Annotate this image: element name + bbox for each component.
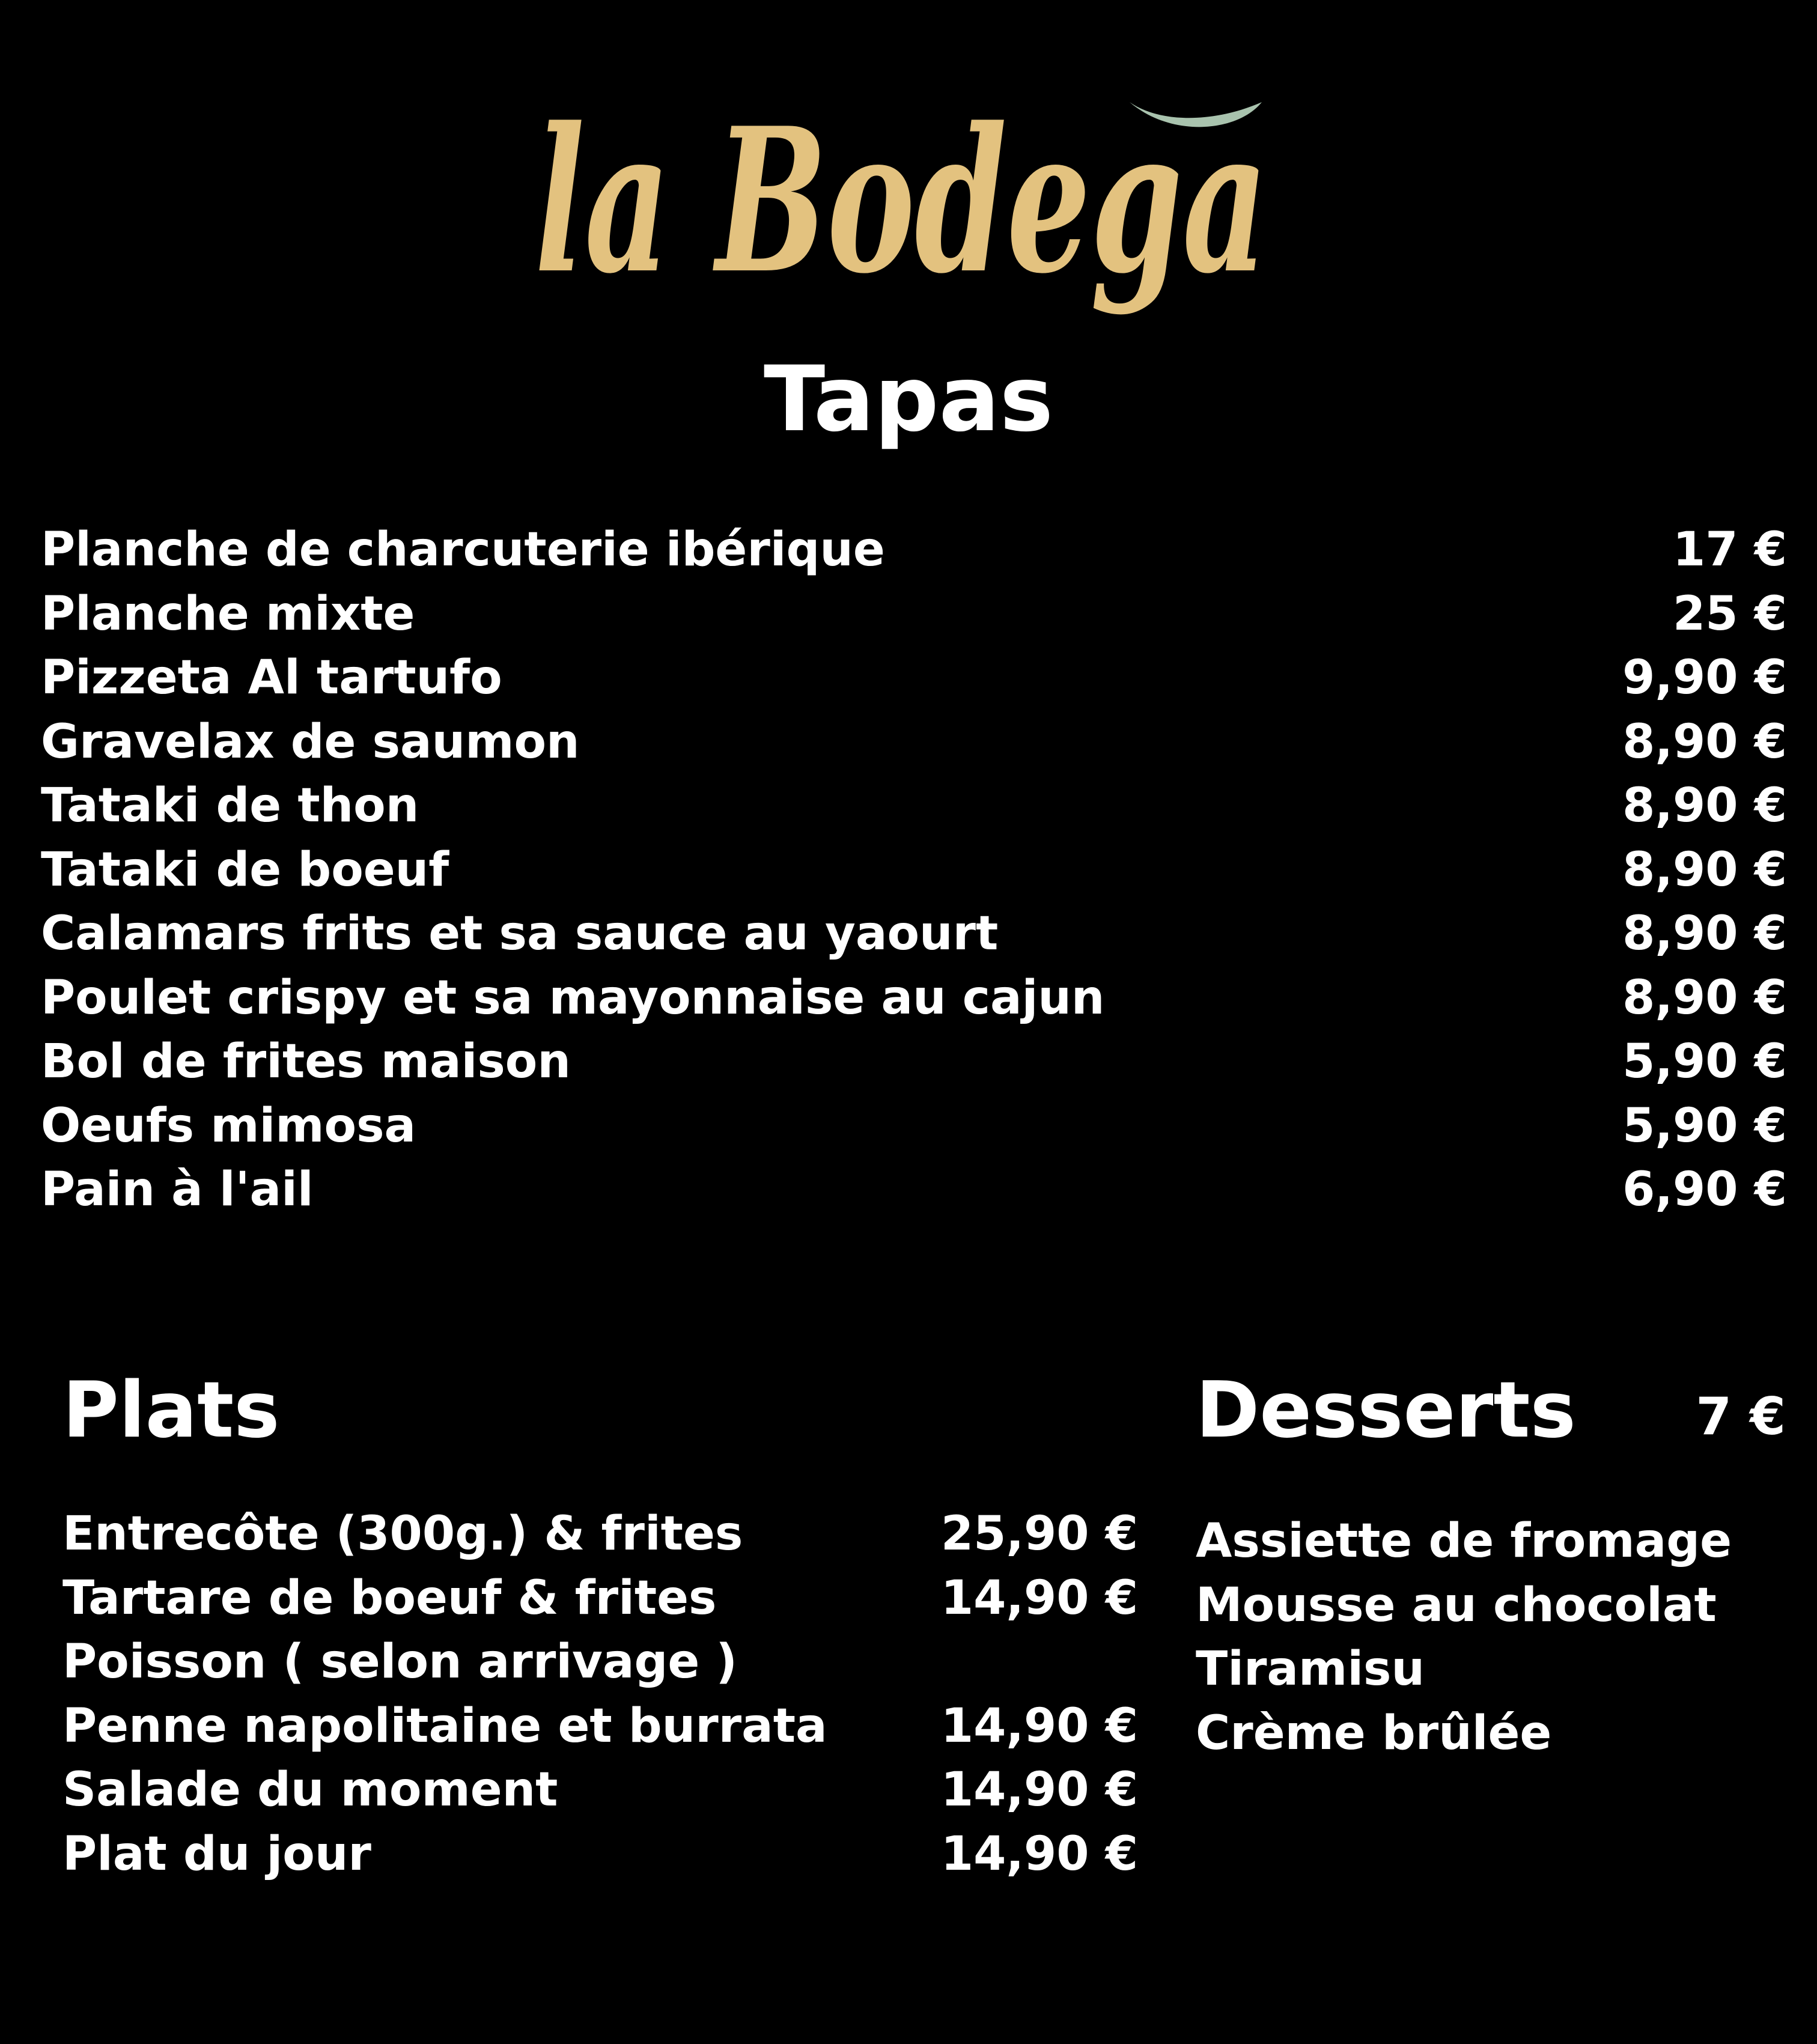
- dessert-item: Crème brûlée: [1196, 1706, 1552, 1760]
- menu-item: [62, 1502, 1138, 1566]
- item-name: Planche mixte: [41, 586, 415, 641]
- menu-item: [62, 1694, 1138, 1759]
- menu-item: [41, 902, 1787, 966]
- item-name: Pain à l'ail: [41, 1163, 314, 1217]
- tapas-section-title: Tapas: [763, 347, 1054, 452]
- dessert-item: Mousse au chocolat: [1196, 1578, 1717, 1632]
- item-price: 8,90 €: [1622, 907, 1787, 961]
- item-price: 14,90 €: [940, 1571, 1138, 1625]
- menu-item: [62, 1822, 1138, 1887]
- menu-item: [41, 646, 1787, 710]
- item-name: Tataki de thon: [41, 779, 419, 833]
- item-name: Calamars frits et sa sauce au yaourt: [41, 907, 999, 961]
- item-price: 14,90 €: [940, 1699, 1138, 1753]
- menu-item: [41, 774, 1787, 838]
- item-name: Oeufs mimosa: [41, 1098, 416, 1153]
- desserts-price: 7 €: [1696, 1387, 1786, 1447]
- logo-wordmark: la Bodega: [535, 84, 1268, 317]
- menu-item: [41, 838, 1787, 902]
- item-name: Gravelax de saumon: [41, 714, 580, 769]
- item-price: 5,90 €: [1622, 1098, 1787, 1153]
- item-price: 8,90 €: [1622, 779, 1787, 833]
- item-name: Penne napolitaine et burrata: [62, 1699, 827, 1753]
- plats-list: [62, 1502, 1138, 1886]
- item-price: 8,90 €: [1622, 714, 1787, 769]
- item-name: Tataki de boeuf: [41, 842, 449, 897]
- menu-item: [62, 1566, 1138, 1631]
- item-name: Entrecôte (300g.) & frites: [62, 1507, 743, 1561]
- item-name: Salade du moment: [62, 1763, 558, 1817]
- tapas-list: [41, 518, 1787, 1222]
- item-price: 6,90 €: [1622, 1163, 1787, 1217]
- item-price: 8,90 €: [1622, 842, 1787, 897]
- item-name: Planche de charcuterie ibérique: [41, 523, 885, 577]
- menu-item: [41, 966, 1787, 1030]
- item-price: 9,90 €: [1622, 651, 1787, 705]
- item-price: 14,90 €: [940, 1763, 1138, 1817]
- menu-item: [41, 518, 1787, 582]
- menu-item: [41, 1158, 1787, 1222]
- item-price: 25,90 €: [940, 1507, 1138, 1561]
- item-name: Pizzeta Al tartufo: [41, 651, 502, 705]
- item-price: 25 €: [1673, 586, 1787, 641]
- menu-item: [62, 1758, 1138, 1822]
- item-name: Poisson ( selon arrivage ): [62, 1635, 738, 1689]
- menu-item: [41, 582, 1787, 646]
- item-name: Bol de frites maison: [41, 1035, 571, 1089]
- desserts-list: [1196, 1509, 1797, 1765]
- item-price: 14,90 €: [940, 1827, 1138, 1881]
- item-price: 8,90 €: [1622, 970, 1787, 1025]
- desserts-section-title: Desserts: [1196, 1366, 1576, 1455]
- dessert-item: Assiette de fromage: [1196, 1514, 1732, 1568]
- item-price: 17 €: [1673, 523, 1787, 577]
- menu-item: [62, 1630, 1138, 1694]
- item-name: Poulet crispy et sa mayonnaise au cajun: [41, 970, 1105, 1025]
- plats-section-title: Plats: [62, 1366, 280, 1455]
- dessert-item: Tiramisu: [1196, 1642, 1425, 1696]
- item-price: 5,90 €: [1622, 1035, 1787, 1089]
- menu-item: [41, 1030, 1787, 1094]
- menu-item: [41, 710, 1787, 774]
- item-name: Plat du jour: [62, 1827, 371, 1881]
- logo: [523, 66, 1298, 367]
- item-name: Tartare de boeuf & frites: [62, 1571, 717, 1625]
- menu-item: [41, 1094, 1787, 1158]
